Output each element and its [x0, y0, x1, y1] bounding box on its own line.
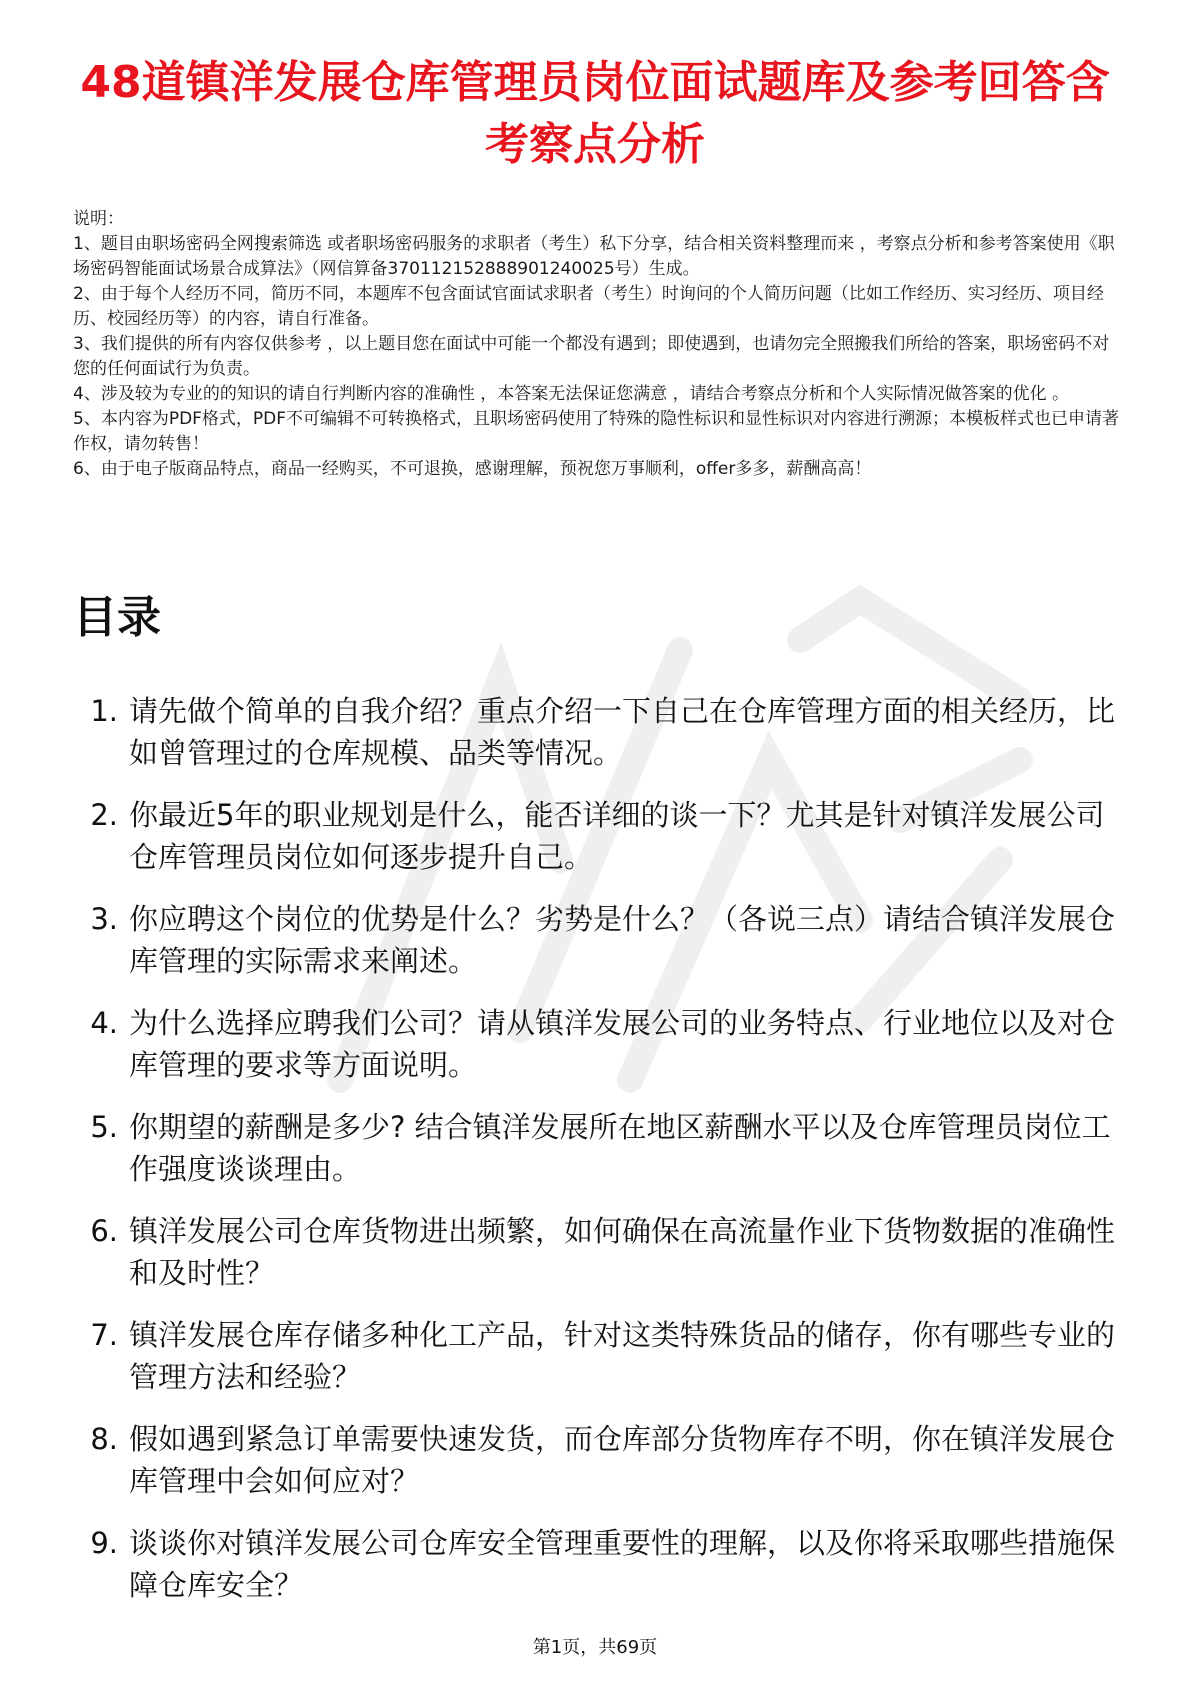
notes-section: [73, 207, 1123, 482]
toc-item-text: 为什么选择应聘我们公司？请从镇洋发展公司的业务特点、行业地位以及对仓库管理的要求等方面说明。: [129, 1006, 1116, 1082]
page-footer: 第1页，共69页: [532, 1637, 658, 1658]
toc-item[interactable]: [73, 1002, 1123, 1086]
page-title: 48道镇洋发展仓库管理员岗位面试题库及参考回答含考察点分析: [80, 57, 1110, 170]
toc-item-number: 8.: [90, 1422, 118, 1456]
toc-item-number: 6.: [90, 1214, 118, 1248]
notes-item: 1、题目由职场密码全网搜索筛选 或者职场密码服务的求职者（考生）私下分享，结合相关资料整理而来 ，考察点分析和参考答案使用《职场密码智能面试场景合成算法》（网信算备370112152888901240025号）生成。: [73, 234, 1115, 279]
toc-item-text: 请先做个简单的自我介绍？重点介绍一下自己在仓库管理方面的相关经历，比如曾管理过的仓库规模、品类等情况。: [129, 694, 1116, 770]
notes-item: 6、由于电子版商品特点，商品一经购买，不可退换，感谢理解，预祝您万事顺利，offer多多，薪酬高高！: [73, 459, 872, 479]
toc-item[interactable]: [73, 1418, 1123, 1502]
toc-item-number: 9.: [90, 1526, 118, 1560]
toc-item-number: 5.: [90, 1110, 118, 1144]
toc-item-text: 谈谈你对镇洋发展公司仓库安全管理重要性的理解，以及你将采取哪些措施保障仓库安全？: [129, 1526, 1116, 1602]
toc-heading: 目录: [73, 592, 161, 643]
toc-item-number: 4.: [90, 1006, 118, 1040]
notes-item: 2、由于每个人经历不同，简历不同，本题库不包含面试官面试求职者（考生）时询问的个人简历问题（比如工作经历、实习经历、项目经历、校园经历等）的内容，请自行准备。: [73, 284, 1104, 329]
toc-item[interactable]: [73, 1522, 1123, 1606]
toc-item[interactable]: [73, 898, 1123, 982]
toc-item-text: 镇洋发展公司仓库货物进出频繁，如何确保在高流量作业下货物数据的准确性和及时性？: [129, 1214, 1116, 1290]
toc-list: [73, 690, 1123, 1626]
toc-item-text: 你最近5年的职业规划是什么，能否详细的谈一下？尤其是针对镇洋发展公司仓库管理员岗位如何逐步提升自己。: [129, 798, 1105, 874]
toc-item[interactable]: [73, 794, 1123, 878]
toc-item-number: 7.: [90, 1318, 118, 1352]
notes-heading: 说明：: [73, 209, 124, 229]
toc-item-number: 1.: [90, 694, 118, 728]
toc-item-number: 3.: [90, 902, 118, 936]
toc-item-number: 2.: [90, 798, 118, 832]
toc-item-text: 镇洋发展仓库存储多种化工产品，针对这类特殊货品的储存，你有哪些专业的管理方法和经验？: [129, 1318, 1116, 1394]
toc-item[interactable]: [73, 1210, 1123, 1294]
toc-item[interactable]: [73, 690, 1123, 774]
toc-item[interactable]: [73, 1314, 1123, 1398]
toc-item-text: 你应聘这个岗位的优势是什么？劣势是什么？（各说三点）请结合镇洋发展仓库管理的实际需求来阐述。: [129, 902, 1116, 978]
notes-item: 3、我们提供的所有内容仅供参考 ，以上题目您在面试中可能一个都没有遇到；即使遇到，也请勿完全照搬我们所给的答案，职场密码不对您的任何面试行为负责。: [73, 334, 1110, 379]
notes-item: 5、本内容为PDF格式，PDF不可编辑不可转换格式，且职场密码使用了特殊的隐性标识和显性标识对内容进行溯源；本模板样式也已申请著作权，请勿转售！: [73, 409, 1120, 454]
toc-item-text: 假如遇到紧急订单需要快速发货，而仓库部分货物库存不明，你在镇洋发展仓库管理中会如何应对？: [129, 1422, 1116, 1498]
notes-item: 4、涉及较为专业的的知识的请自行判断内容的准确性 ，本答案无法保证您满意 ，请结合考察点分析和个人实际情况做答案的优化 。: [73, 384, 1070, 404]
toc-item-text: 你期望的薪酬是多少? 结合镇洋发展所在地区薪酬水平以及仓库管理员岗位工作强度谈谈理由。: [129, 1110, 1111, 1186]
toc-item[interactable]: [73, 1106, 1123, 1190]
